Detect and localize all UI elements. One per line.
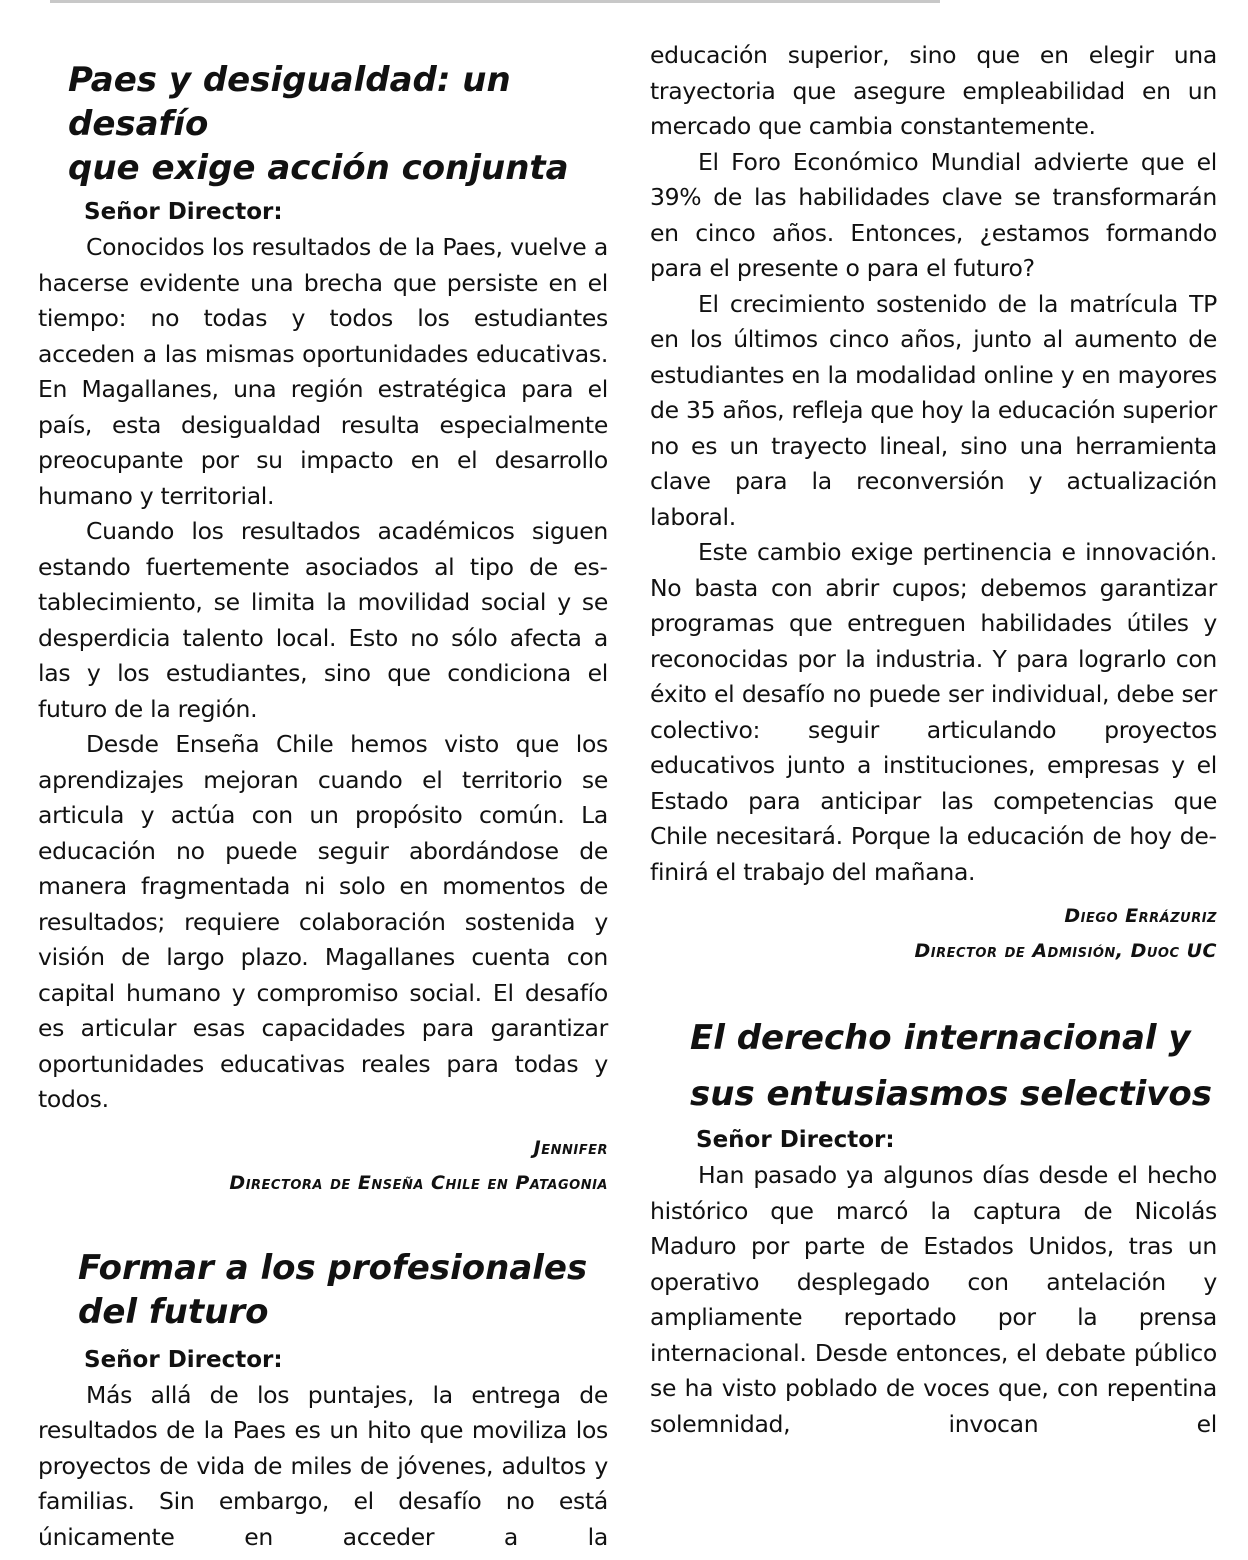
signature-name: Jennifer [533, 1136, 608, 1159]
paragraph: El Foro Económico Mundial advierte que el 39% de las habilidades clave se transformarán en cinco años. Entonces, ¿estamos formando para el presente o para el futuro? [650, 147, 1217, 282]
signature-name: Diego Errázuriz [1064, 905, 1217, 927]
greeting: Señor Director: [696, 1127, 895, 1153]
title-line-1: Formar a los profesionales [78, 1247, 588, 1288]
greeting: Señor Director: [84, 1346, 283, 1373]
letter-title [38, 1246, 608, 1334]
paragraph: Cuando los resultados académicos siguen estando fuertemente asociados al tipo de establecimiento, se limita la movilidad social y se desperdicia talento local. Esto no sólo afecta a las y los estudiantes, sino que condiciona el futuro de la región. [38, 517, 608, 723]
paragraph: Más allá de los puntajes, la entrega de resultados de la Paes es un hito que moviliza los proyectos de vida de miles de jóvenes, adultos y familias. Sin embargo, el desafío no está únicamente en acceder a la [38, 1380, 608, 1551]
left-column [38, 30, 608, 1555]
right-column [650, 38, 1217, 1442]
letter-derecho-internacional [650, 1010, 1217, 1442]
paragraph: Desde Enseña Chile hemos visto que los aprendizajes mejoran cuando el territorio se articula y actúa con un propósito común. La educación no puede seguir abordándose de manera fragmentada ni solo en momentos de resultados; requiere colaboración sostenida y visión de largo plazo. Magallanes cuenta con capital humano y compromiso social. El desafío es articular esas capacidades para garantizar oportunidades educativas reales para todas y todos. [38, 730, 608, 1113]
letter-title [650, 1010, 1217, 1122]
paragraph: El crecimiento sostenido de la matrícula TP en los últimos cinco años, junto al aumento de estudiantes en la modalidad online y en mayores de 35 años, refleja que hoy la educación superior no es un trayecto lineal, sino una herramienta clave para la reconversión y actualización laboral. [650, 289, 1217, 531]
paragraph-continued: educación superior, sino que en elegir una trayectoria que asegure empleabilidad en un mercado que cambia constantemente. [650, 41, 1217, 140]
paragraph: Este cambio exige pertinencia e innovación. No basta con abrir cupos; debemos garantizar programas que entreguen habilidades útiles y reconocidas por la industria. Y para lograrlo con éxito el desafío no puede ser individual, debe ser colectivo: seguir articulando proyectos educativos junto a instituciones, empresas y el Estado para anticipar las competencias que Chile necesitará. Porque la educación de hoy definirá el trabajo del mañana. [650, 538, 1217, 886]
title-line-1: Paes y desigualdad: un desafío [68, 60, 511, 144]
paragraph: Conocidos los resultados de la Paes, vuelve a hacerse evidente una brecha que persiste en el tiempo: no todas y todos los estudiantes acceden a las mismas oportunidades educativas. En Magallanes, una región estratégica para el país, esta desigualdad resulta especialmente preocupante por su impacto en el desarrollo humano y territorial. [38, 233, 608, 510]
paragraph: Han pasado ya algunos días desde el hecho histórico que marcó la captura de Nicolás Maduro por parte de Estados Unidos, tras un operativo desplegado con antelación y ampliamente reportado por la prensa internacional. Desde entonces, el debate público se ha visto poblado de voces que, con repentina solemnidad, invocan el [650, 1161, 1217, 1438]
greeting: Señor Director: [84, 199, 283, 225]
title-line-2: sus entusiasmos selectivos [690, 1074, 1213, 1114]
signature-role: Directora de Enseña Chile en Patagonia [229, 1171, 608, 1194]
letter-formar-profesionales [38, 1246, 608, 1556]
signature-role: Director de Admisión, Duoc UC [914, 940, 1217, 962]
title-line-2: del futuro [78, 1291, 269, 1332]
top-border [50, 0, 940, 3]
title-line-1: El derecho internacional y [690, 1018, 1191, 1058]
letter-paes-desigualdad [38, 58, 608, 1200]
title-line-2: que exige acción conjunta [68, 148, 569, 188]
letter-title [38, 58, 608, 190]
